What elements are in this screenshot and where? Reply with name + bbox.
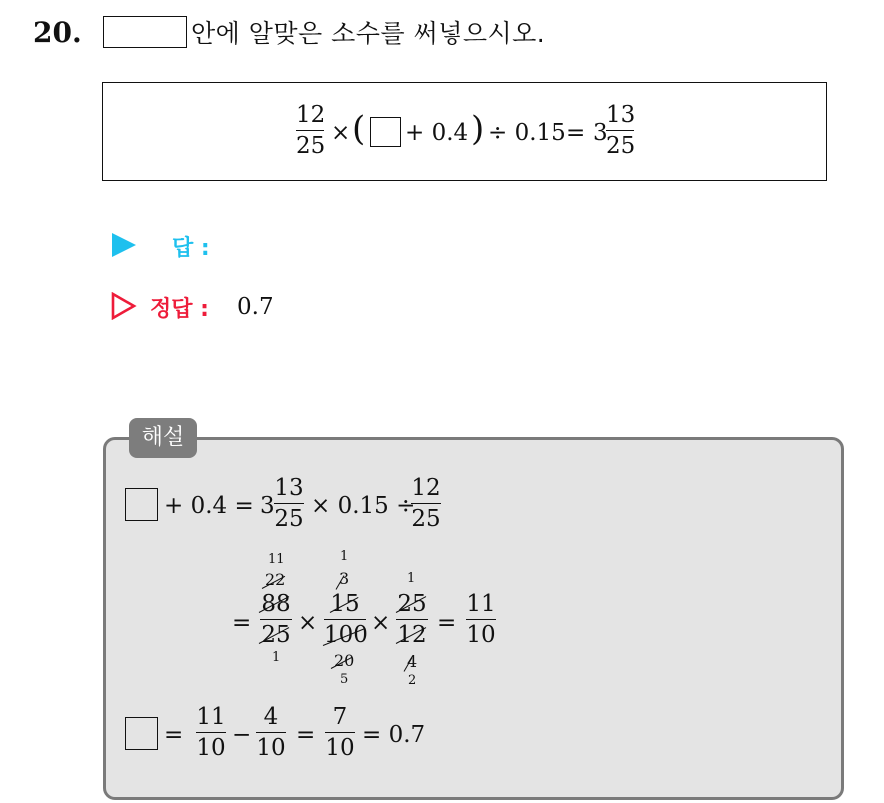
fraction-numerator: 7 xyxy=(332,704,348,730)
mixed-whole: 3 xyxy=(593,120,608,146)
line2-result-fraction xyxy=(466,593,496,647)
fraction-bar xyxy=(256,732,286,733)
fraction-numerator: 11 xyxy=(196,704,226,730)
fraction-denominator: 25 xyxy=(261,622,291,648)
fraction-denominator: 25 xyxy=(411,506,441,532)
fraction-numerator: 88 xyxy=(261,591,291,617)
equation-plus-term: + 0.4 xyxy=(405,120,469,146)
fraction-denominator: 10 xyxy=(196,735,226,761)
line2-times2: × xyxy=(371,610,391,636)
question-instruction: 안에 알맞은 소수를 써넣으시오. xyxy=(191,19,546,48)
fraction-bar xyxy=(196,732,226,733)
fraction-bar xyxy=(296,130,324,131)
reduced-numerator-2: 11 xyxy=(268,552,285,567)
fraction-numerator: 25 xyxy=(397,591,427,617)
fraction-denominator: 10 xyxy=(325,735,355,761)
fraction-bar xyxy=(466,619,496,620)
fraction-bar xyxy=(411,503,441,504)
reduced-denominator: 4 xyxy=(407,652,418,671)
line1-plus-term: + 0.4 = xyxy=(164,493,254,519)
fraction-bar xyxy=(606,130,634,131)
blank-box xyxy=(125,488,158,521)
line2-times: × xyxy=(298,610,318,636)
explanation-tab: 해설 xyxy=(129,418,197,458)
line1-fraction2 xyxy=(411,477,441,531)
line3-equals2: = xyxy=(296,722,316,748)
fraction-bar xyxy=(274,503,304,504)
fraction-numerator: 15 xyxy=(330,591,360,617)
line1-whole: 3 xyxy=(260,493,275,519)
play-arrow-icon xyxy=(112,233,136,257)
fraction-numerator: 13 xyxy=(274,475,304,501)
answer-label: 답 : xyxy=(172,236,210,261)
fraction-denominator: 10 xyxy=(256,735,286,761)
fraction-bar xyxy=(260,619,292,620)
reduced-denominator-2: 2 xyxy=(408,673,417,688)
equation-coefficient-fraction xyxy=(296,104,324,158)
reduced-numerator-2: 1 xyxy=(340,549,349,564)
line3-fraction-b xyxy=(256,706,286,760)
reduced-denominator: 1 xyxy=(272,650,281,665)
fraction-denominator: 25 xyxy=(296,133,326,159)
fraction-bar xyxy=(396,619,428,620)
correct-answer-label: 정답 : xyxy=(150,297,209,322)
fraction-denominator: 12 xyxy=(397,622,427,648)
reduced-denominator: 20 xyxy=(334,651,355,670)
line2-equals: = xyxy=(232,610,252,636)
fraction-denominator: 100 xyxy=(324,622,368,648)
outline-arrow-icon xyxy=(111,292,137,320)
line3-fraction-a xyxy=(196,706,226,760)
line3-equals: = xyxy=(164,722,184,748)
fraction-numerator: 4 xyxy=(263,704,279,730)
equation-divide-term: ÷ 0.15 xyxy=(488,120,566,146)
question-number: 20. xyxy=(33,16,82,49)
fraction-numerator: 11 xyxy=(466,591,496,617)
line3-minus: − xyxy=(232,722,252,748)
correct-answer-value: 0.7 xyxy=(237,294,274,320)
fraction-denominator: 25 xyxy=(274,506,304,532)
fraction-numerator: 12 xyxy=(296,102,326,128)
equation-blank-box xyxy=(370,117,401,147)
reduced-numerator: 1 xyxy=(407,571,416,586)
fraction-denominator: 25 xyxy=(606,133,636,159)
equals-sign: = xyxy=(566,120,586,146)
blank-box xyxy=(103,16,187,48)
fraction-bar xyxy=(325,732,355,733)
line1-rest: × 0.15 ÷ xyxy=(311,493,416,519)
paren-open: ( xyxy=(352,109,366,149)
fraction-numerator: 12 xyxy=(411,475,441,501)
line2-fraction2 xyxy=(324,593,366,647)
line1-fraction xyxy=(274,477,304,531)
fraction-numerator: 13 xyxy=(606,102,636,128)
reduced-denominator-2: 5 xyxy=(340,672,349,687)
paren-close: ) xyxy=(471,109,485,149)
line3-fraction-c xyxy=(325,706,355,760)
times-sign: × xyxy=(331,120,351,146)
fraction-denominator: 10 xyxy=(466,622,496,648)
line3-result: = 0.7 xyxy=(362,722,426,748)
fraction-bar xyxy=(324,619,366,620)
reduced-numerator: 3 xyxy=(339,569,350,588)
blank-box xyxy=(125,717,158,750)
mixed-fraction xyxy=(606,104,634,158)
reduced-numerator: 22 xyxy=(265,570,286,589)
line2-equals2: = xyxy=(437,610,457,636)
